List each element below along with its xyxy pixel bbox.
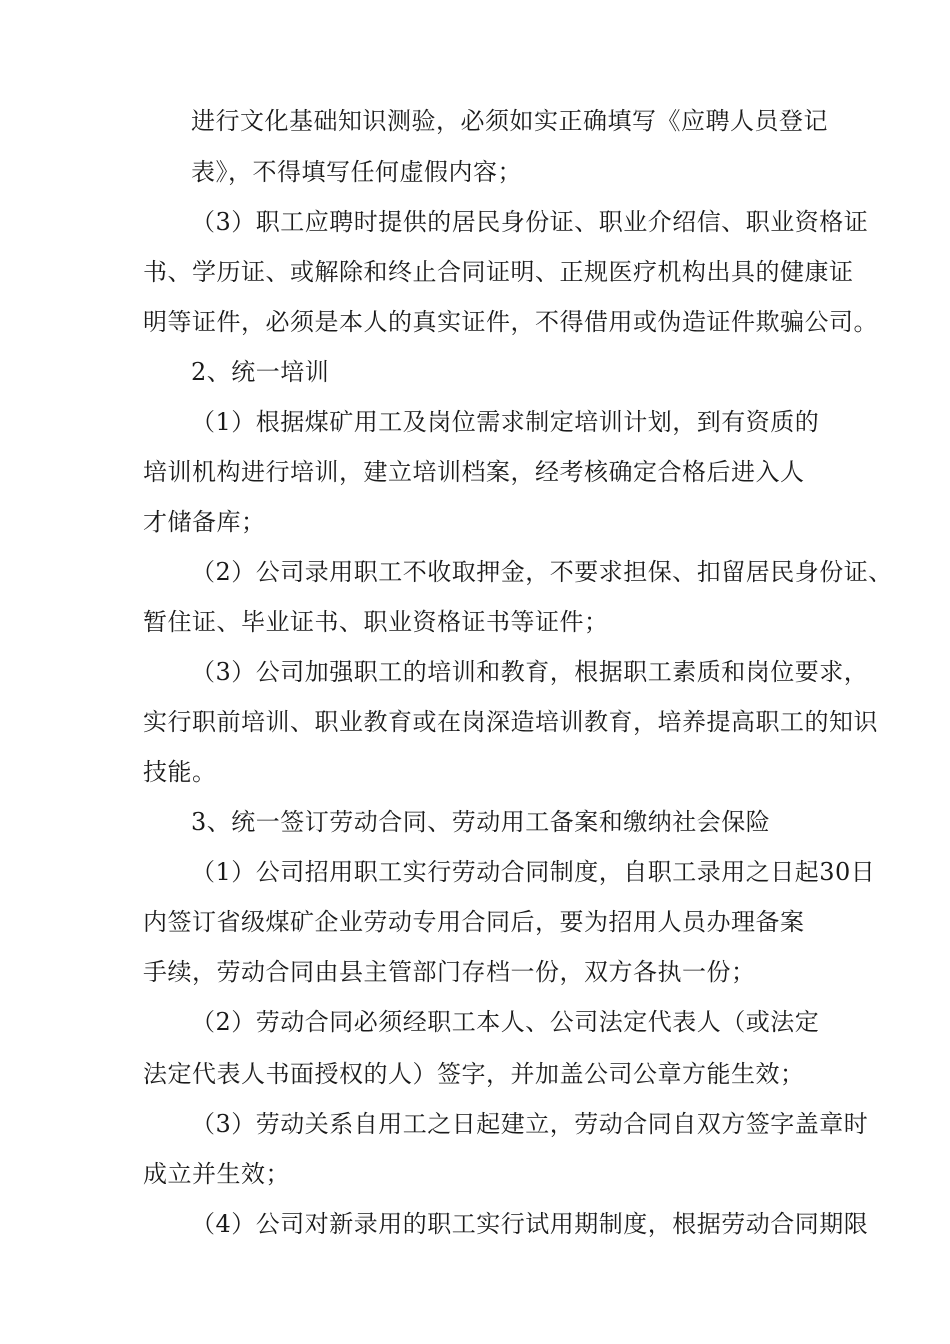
text-line-7: （1）根据煤矿用工及岗位需求制定培训计划，到有资质的 bbox=[191, 408, 820, 436]
text-line-21: （3）劳动关系自用工之日起建立，劳动合同自双方签字盖章时 bbox=[191, 1110, 869, 1138]
section-heading-3: 3、统一签订劳动合同、劳动用工备案和缴纳社会保险 bbox=[191, 808, 771, 836]
text-line-22: 成立并生效； bbox=[143, 1160, 290, 1188]
text-line-1: 进行文化基础知识测验，必须如实正确填写《应聘人员登记 bbox=[191, 107, 828, 135]
text-line-20: 法定代表人书面授权的人）签字，并加盖公司公章方能生效； bbox=[143, 1060, 805, 1088]
text-line-23: （4）公司对新录用的职工实行试用期制度，根据劳动合同期限 bbox=[191, 1210, 869, 1238]
text-line-14: 技能。 bbox=[143, 758, 217, 786]
text-line-5: 明等证件，必须是本人的真实证件，不得借用或伪造证件欺骗公司。 bbox=[143, 308, 878, 336]
text-line-3: （3）职工应聘时提供的居民身份证、职业介绍信、职业资格证 bbox=[191, 208, 869, 236]
section-heading-2: 2、统一培训 bbox=[191, 358, 330, 386]
text-line-11: 暂住证、毕业证书、职业资格证书等证件； bbox=[143, 608, 609, 636]
text-line-10: （2）公司录用职工不收取押金，不要求担保、扣留居民身份证、 bbox=[191, 558, 893, 586]
text-line-2: 表》，不得填写任何虚假内容； bbox=[191, 158, 522, 186]
text-line-18: 手续，劳动合同由县主管部门存档一份，双方各执一份； bbox=[143, 958, 756, 986]
text-line-12: （3）公司加强职工的培训和教育，根据职工素质和岗位要求， bbox=[191, 658, 869, 686]
text-line-9: 才储备库； bbox=[143, 508, 266, 536]
text-line-17: 内签订省级煤矿企业劳动专用合同后，要为招用人员办理备案 bbox=[143, 908, 805, 936]
text-line-16: （1）公司招用职工实行劳动合同制度，自职工录用之日起30日 bbox=[191, 858, 876, 886]
text-line-13: 实行职前培训、职业教育或在岗深造培训教育，培养提高职工的知识 bbox=[143, 708, 878, 736]
text-line-8: 培训机构进行培训，建立培训档案，经考核确定合格后进入人 bbox=[143, 458, 805, 486]
text-line-19: （2）劳动合同必须经职工本人、公司法定代表人（或法定 bbox=[191, 1008, 820, 1036]
text-line-4: 书、学历证、或解除和终止合同证明、正规医疗机构出具的健康证 bbox=[143, 258, 854, 286]
